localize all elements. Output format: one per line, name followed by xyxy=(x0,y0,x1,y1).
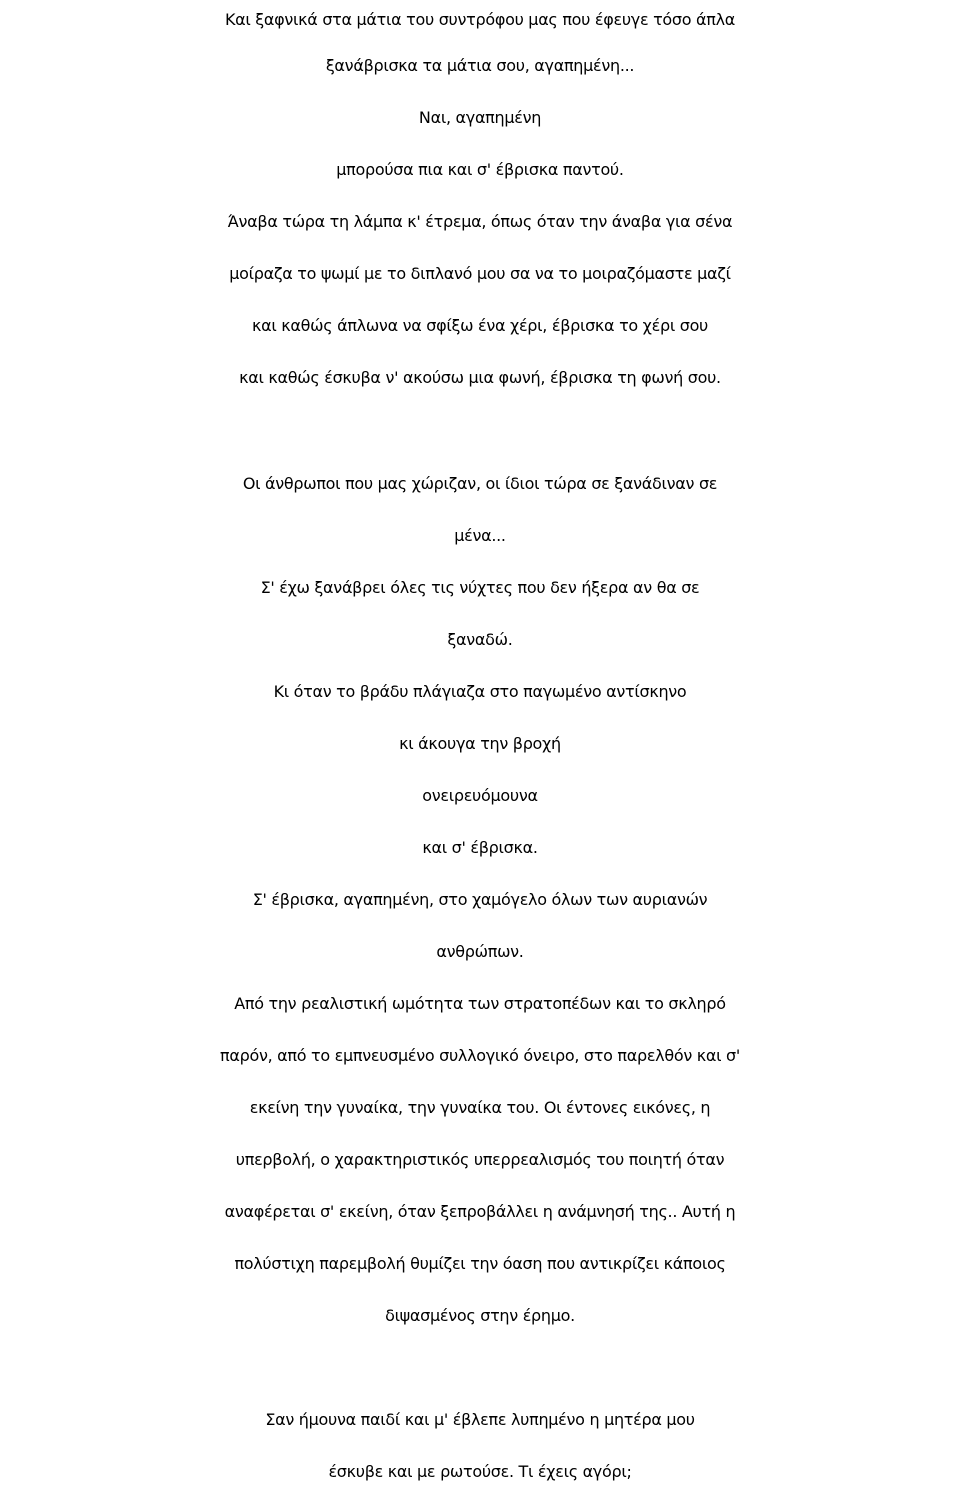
poem-line-3: Ναι, αγαπημένη xyxy=(418,108,542,127)
poem-line-2: ξανάβρισκα τα μάτια σου, αγαπημένη... xyxy=(325,56,635,75)
poem-line-20: έσκυβε και με ρωτούσε. Τι έχεις αγόρι; xyxy=(328,1462,632,1481)
poem-line-4: μπορούσα πια και σ' έβρισκα παντού. xyxy=(336,160,624,179)
commentary-line-3: εκείνη την γυναίκα, την γυναίκα του. Οι έντονες εικόνες, η xyxy=(249,1098,711,1117)
commentary-line-7: διψασμένος στην έρημο. xyxy=(385,1306,575,1325)
poem-line-17: Σ' έβρισκα, αγαπημένη, στο χαμόγελο όλων των αυριανών xyxy=(252,890,708,909)
commentary-line-5: αναφέρεται σ' εκείνη, όταν ξεπροβάλλει η ανάμνησή της.. Αυτή η xyxy=(224,1202,736,1221)
poem-line-19: Σαν ήμουνα παιδί και μ' έβλεπε λυπημένο η μητέρα μου xyxy=(265,1410,695,1429)
poem-line-12: ξαναδώ. xyxy=(447,630,513,649)
poem-line-7: και καθώς άπλωνα να σφίξω ένα χέρι, έβρισκα το χέρι σου xyxy=(251,316,709,335)
poem-line-5: Άναβα τώρα τη λάμπα κ' έτρεμα, όπως όταν την άναβα για σένα xyxy=(227,212,733,231)
poem-line-16: και σ' έβρισκα. xyxy=(422,838,538,857)
commentary-line-2: παρόν, από το εμπνευσμένο συλλογικό όνειρο, στο παρελθόν και σ' xyxy=(220,1046,740,1065)
poem-line-11: Σ' έχω ξανάβρει όλες τις νύχτες που δεν ήξερα αν θα σε xyxy=(260,578,700,597)
poem-line-6: μοίραζα το ψωμί με το διπλανό μου σα να το μοιραζόμαστε μαζί xyxy=(229,264,731,283)
poem-line-13: Κι όταν το βράδυ πλάγιαζα στο παγωμένο αντίσκηνο xyxy=(273,682,687,701)
poem-line-1: Και ξαφνικά στα μάτια του συντρόφου μας που έφευγε τόσο άπλα xyxy=(224,10,736,29)
commentary-line-1: Από την ρεαλιστική ωμότητα των στρατοπέδων και το σκληρό xyxy=(234,994,726,1013)
poem-line-10: μένα... xyxy=(454,526,506,545)
commentary-line-4: υπερβολή, ο χαρακτηριστικός υπερρεαλισμός του ποιητή όταν xyxy=(235,1150,725,1169)
poem-line-15: ονειρευόμουνα xyxy=(422,786,538,805)
poem-line-9: Οι άνθρωποι που μας χώριζαν, οι ίδιοι τώρα σε ξανάδιναν σε xyxy=(242,474,718,493)
poem-line-8: και καθώς έσκυβα ν' ακούσω μια φωνή, έβρισκα τη φωνή σου. xyxy=(239,368,721,387)
commentary-line-6: πολύστιχη παρεμβολή θυμίζει την όαση που αντικρίζει κάποιος xyxy=(234,1254,726,1273)
poem-line-14: κι άκουγα την βροχή xyxy=(399,734,561,753)
poem-line-18: ανθρώπων. xyxy=(436,942,524,961)
